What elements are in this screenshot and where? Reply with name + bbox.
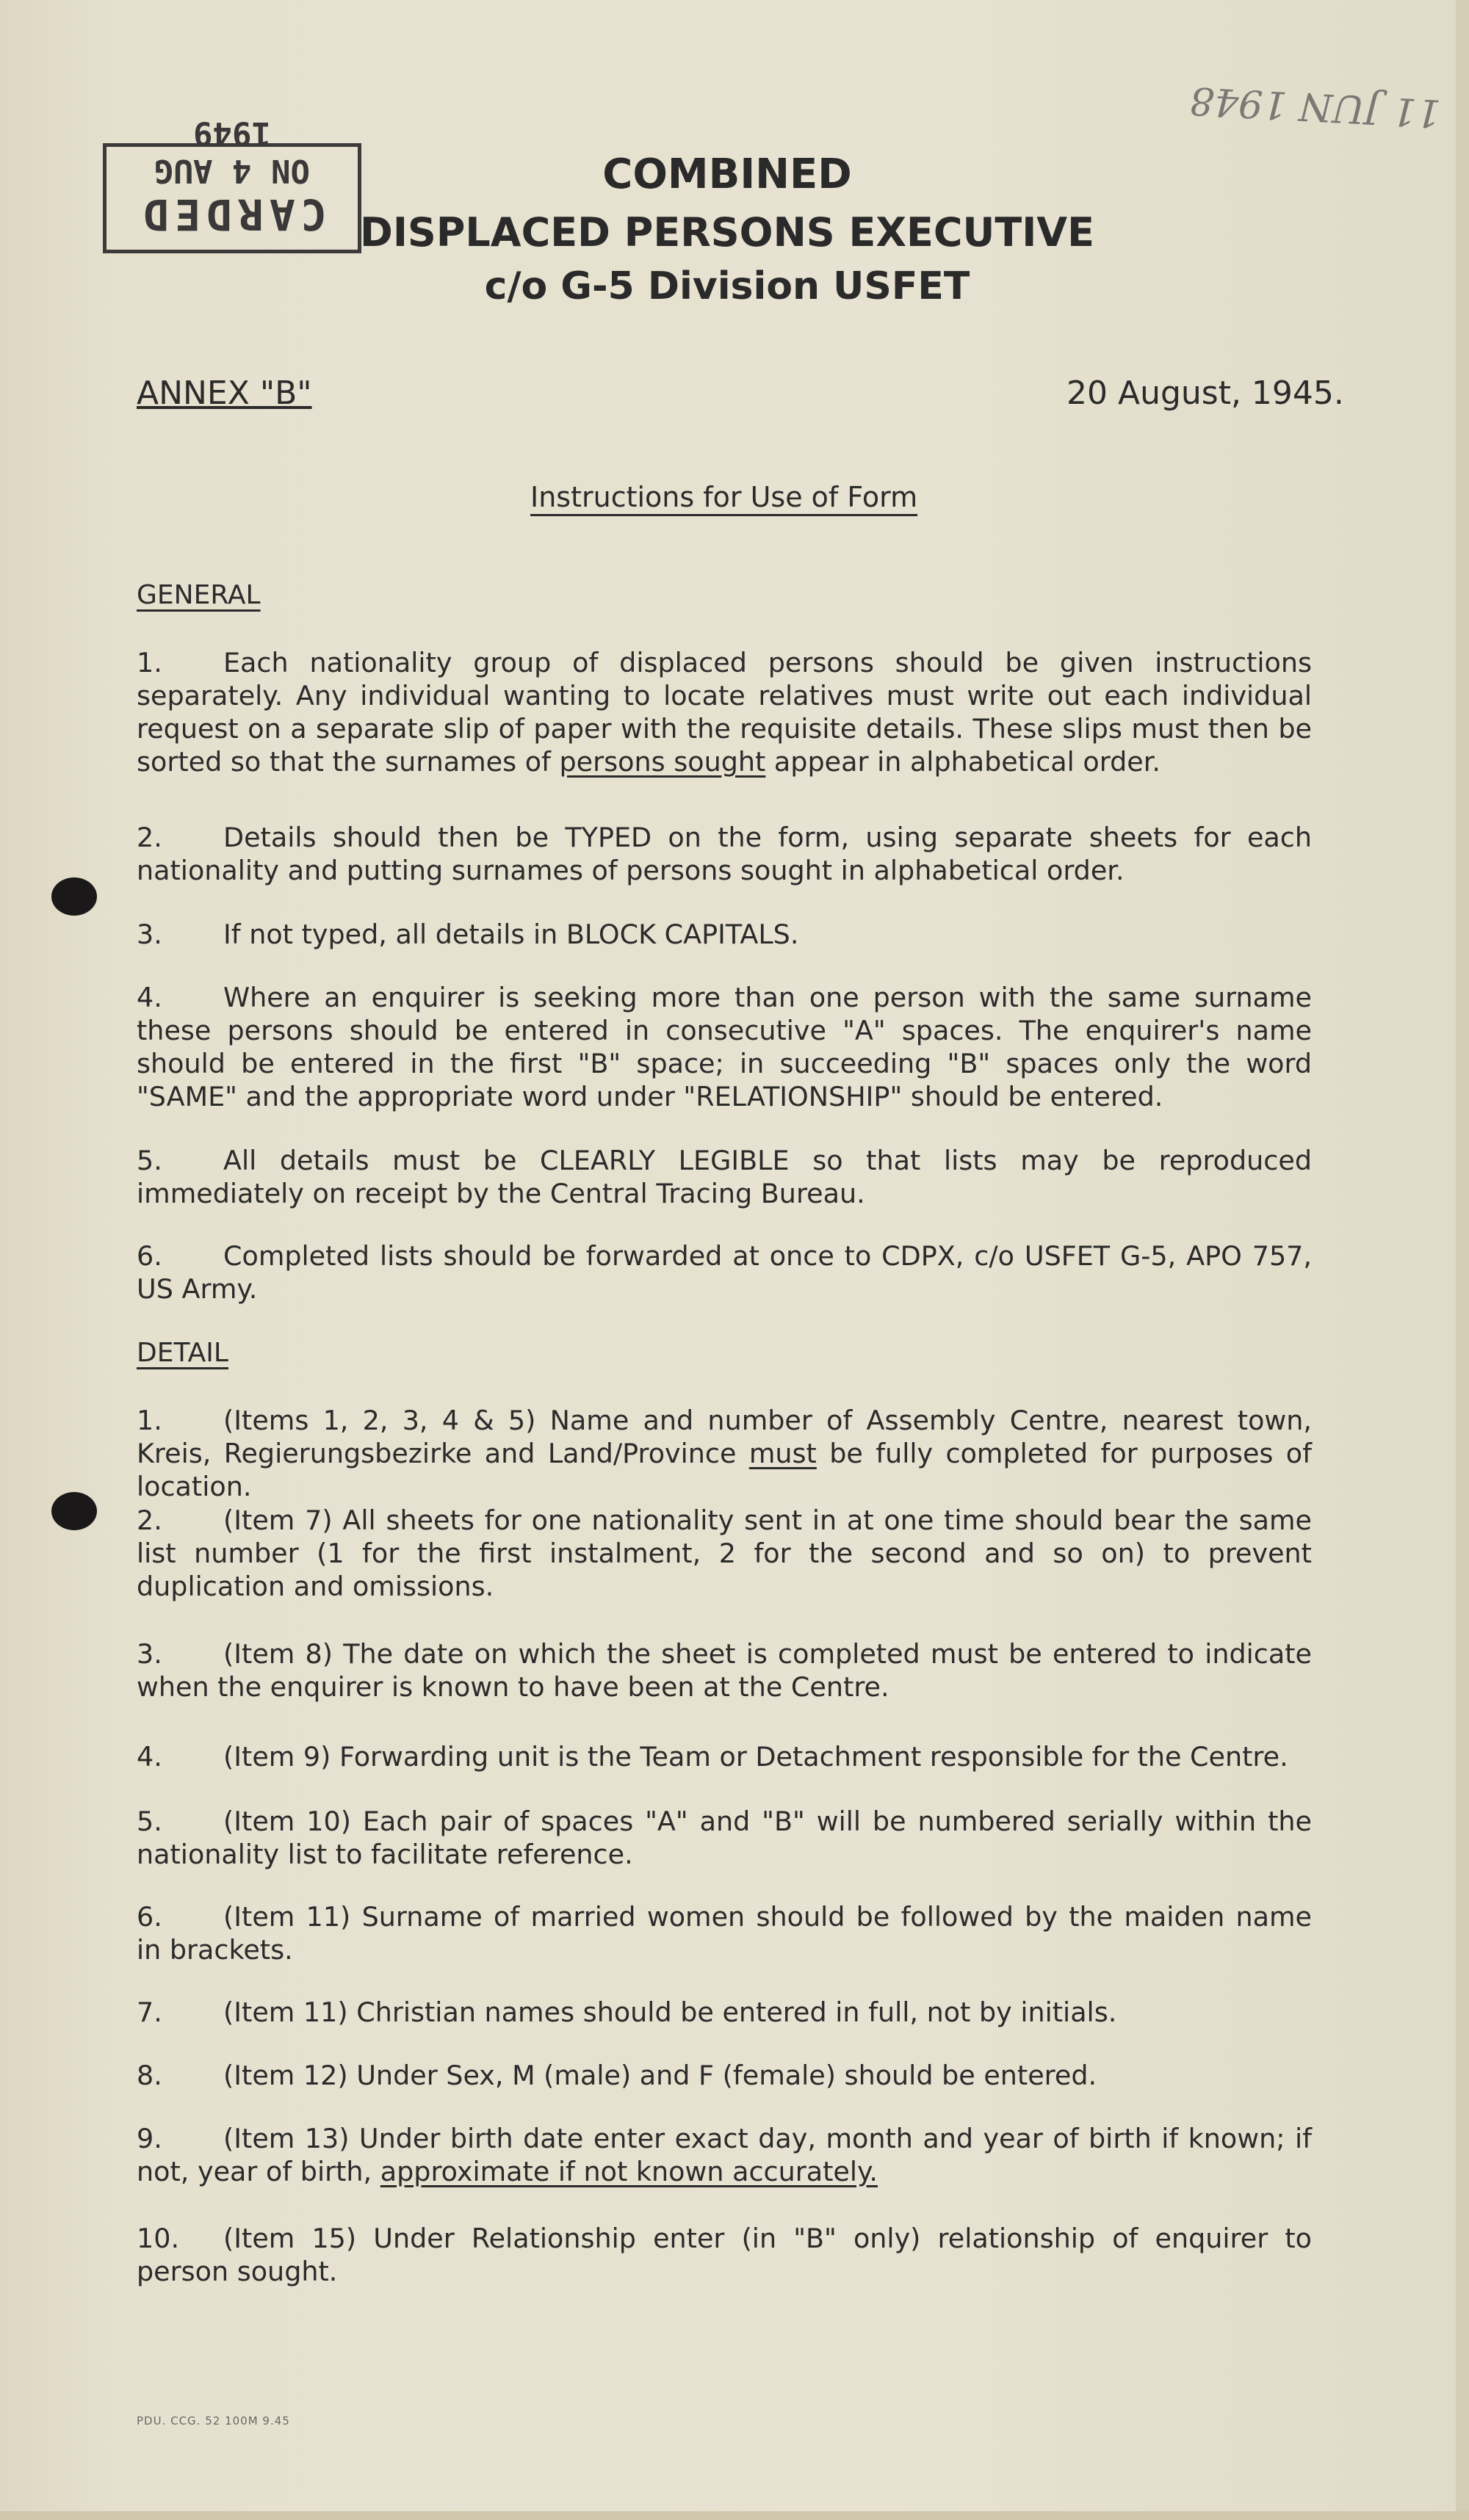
item-text-underlined: approximate if not known accurately. <box>380 2156 878 2187</box>
item-number: 10. <box>137 2223 180 2254</box>
item-number: 1. <box>137 1405 162 1436</box>
item-text: Completed lists should be forwarded at once to CDPX, c/o USFET G-5, APO 757, US Army. <box>137 1240 1312 1305</box>
item-number: 2. <box>137 1505 162 1536</box>
detail-item-3 <box>137 1637 1312 1703</box>
paper-edge-right <box>1456 0 1469 2520</box>
detail-item-4 <box>137 1740 1312 1773</box>
handwritten-date: 11 JUN 1948 <box>1188 78 1443 135</box>
general-item-6 <box>137 1239 1312 1306</box>
item-text: (Item 13) Under birth date enter exact day, month and year of birth if known; if not, year of birth, <box>137 2123 1312 2187</box>
item-number: 9. <box>137 2123 162 2154</box>
item-text: (Item 7) All sheets for one nationality sent in at one time should bear the same list number (1 for the first instalment, 2 for the second and so on) to prevent duplication and omissions. <box>137 1505 1312 1602</box>
annex-label: ANNEX "B" <box>137 374 312 412</box>
item-text: (Item 11) Christian names should be entered in full, not by initials. <box>223 1996 1117 2028</box>
item-text-underlined: must <box>748 1438 817 1469</box>
item-text: (Item 9) Forwarding unit is the Team or Detachment responsible for the Centre. <box>223 1741 1288 1773</box>
detail-item-2 <box>137 1504 1312 1603</box>
detail-heading: DETAIL <box>137 1338 228 1368</box>
item-number: 7. <box>137 1996 162 2028</box>
detail-item-6 <box>137 1900 1312 1966</box>
detail-item-5 <box>137 1805 1312 1871</box>
item-number: 4. <box>137 982 162 1013</box>
general-item-1 <box>137 646 1312 778</box>
item-text: All details must be CLEARLY LEGIBLE so that lists may be reproduced immediately on receipt by the Central Tracing Bureau. <box>137 1145 1312 1209</box>
paper-edge-bottom <box>0 2511 1469 2520</box>
item-number: 5. <box>137 1145 162 1176</box>
item-number: 6. <box>137 1901 162 1933</box>
item-text: (Item 15) Under Relationship enter (in "B" only) relationship of enquirer to person sought. <box>137 2223 1312 2287</box>
general-item-4 <box>137 981 1312 1113</box>
item-text: be fully completed for purposes of location. <box>137 1438 1312 1502</box>
item-number: 3. <box>137 919 162 950</box>
general-item-2 <box>137 821 1312 887</box>
detail-item-10 <box>137 2222 1312 2288</box>
document-subtitle: Instructions for Use of Form <box>530 481 918 513</box>
header-line-1: COMBINED <box>602 151 852 198</box>
item-text: Each nationality group of displaced persons should be given instructions separately. Any individual wanting to locate relatives must write out each individual request on a separate slip of paper with the requisite details. These slips must then be sorted so that the surnames of <box>137 647 1312 778</box>
item-text: (Item 8) The date on which the sheet is completed must be entered to indicate when the enquirer is known to have been at the Centre. <box>137 1638 1312 1703</box>
item-number: 6. <box>137 1240 162 1272</box>
stamp-line-2: ON 4 AUG 1949 <box>154 115 310 189</box>
general-heading: GENERAL <box>137 580 261 610</box>
item-text: If not typed, all details in BLOCK CAPITALS. <box>223 919 799 950</box>
punch-hole-upper <box>51 877 97 916</box>
item-text: Where an enquirer is seeking more than one person with the same surname these persons should be entered in consecutive "A" spaces. The enquirer's name should be entered in the first "B" space; in succeeding "B" spaces only the word "SAME" and the appropriate word under "RELATIONSHIP" should be entered. <box>137 982 1312 1112</box>
item-number: 4. <box>137 1741 162 1773</box>
item-text: Details should then be TYPED on the form, using separate sheets for each nationality and putting surnames of persons sought in alphabetical order. <box>137 822 1312 886</box>
punch-hole-lower <box>51 1492 97 1530</box>
stamp-line-1: CARDED <box>137 189 327 239</box>
item-text: (Item 12) Under Sex, M (male) and F (female) should be entered. <box>223 2060 1097 2091</box>
general-item-3 <box>137 918 1312 951</box>
detail-item-1 <box>137 1404 1312 1503</box>
item-number: 2. <box>137 822 162 853</box>
item-number: 5. <box>137 1806 162 1837</box>
item-text: (Items 1, 2, 3, 4 & 5) Name and number of Assembly Centre, nearest town, Kreis, Regierungsbezirke and Land/Province <box>137 1405 1312 1469</box>
item-text: (Item 11) Surname of married women should be followed by the maiden name in brackets. <box>137 1901 1312 1966</box>
header-line-3: c/o G-5 Division USFET <box>484 264 970 308</box>
header-line-2: DISPLACED PERSONS EXECUTIVE <box>360 209 1094 256</box>
item-number: 8. <box>137 2060 162 2091</box>
detail-item-9 <box>137 2122 1312 2188</box>
print-code-footer: PDU. CCG. 52 100M 9.45 <box>137 2414 290 2427</box>
detail-item-7 <box>137 1996 1312 2029</box>
item-number: 3. <box>137 1638 162 1670</box>
item-text: appear in alphabetical order. <box>765 746 1161 778</box>
document-date: 20 August, 1945. <box>1066 374 1344 412</box>
item-text: (Item 10) Each pair of spaces "A" and "B" will be numbered serially within the nationality list to facilitate reference. <box>137 1806 1312 1870</box>
detail-item-8 <box>137 2059 1312 2092</box>
general-item-5 <box>137 1144 1312 1210</box>
item-number: 1. <box>137 647 162 678</box>
item-text-underlined: persons sought <box>559 746 766 778</box>
